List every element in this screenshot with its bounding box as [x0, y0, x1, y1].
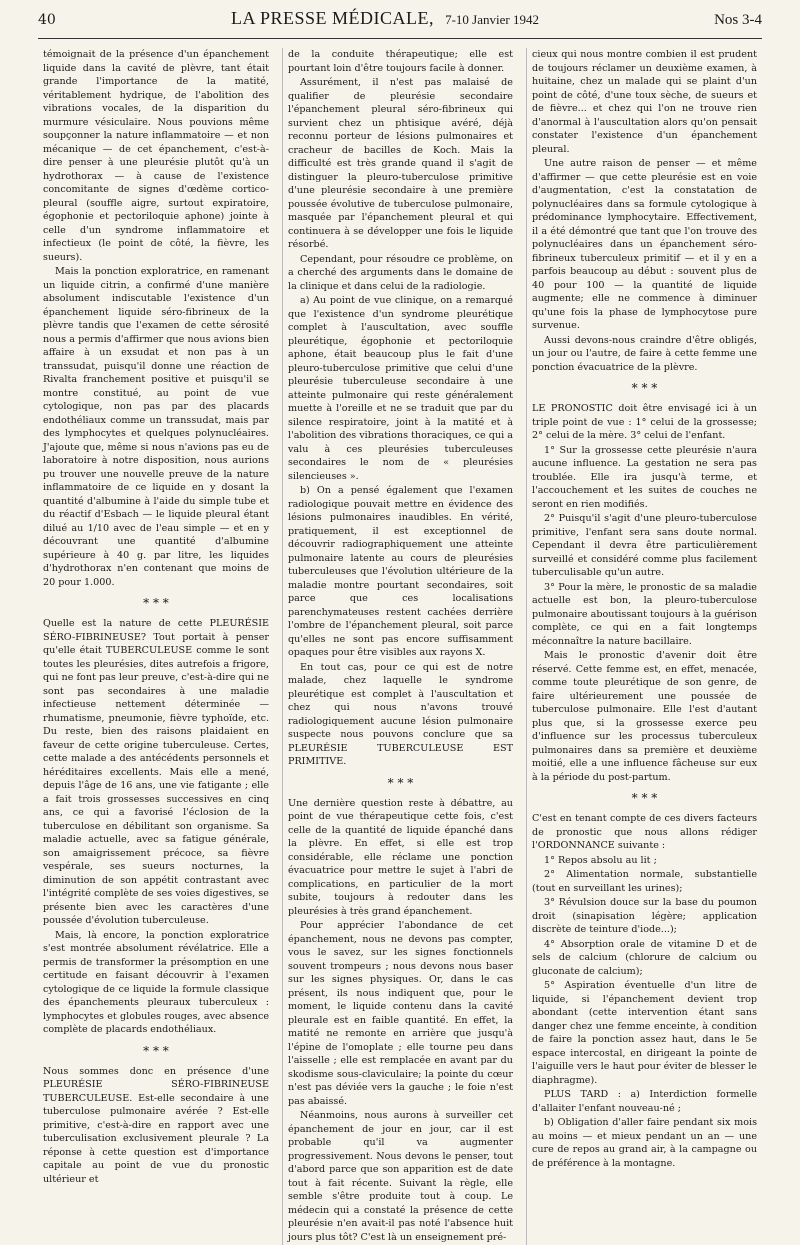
paragraph: témoignait de la présence d'un épanchement liquide dans la cavité de plèvre, tant était grande l'importance de la matité, véritablement hydrique, de l'abolition des vibrations vocales, de la disparition du murmure vésiculaire. Nous pouvions même soupçonner la nature inflammatoire — et non mécanique — de cet épanchement, c'est-à-dire penser à une pleurésie plutôt qu'à un hydrothorax — à cause de l'existence concomitante de signes d'œdème cortico-pleural (souffle aigre, surtout expiratoire, égophonie et pectoriloquie aphone) jointe à celle d'un syndrome inflammatoire et infectieux (le point de côté, la fièvre, les sueurs).: [43, 49, 269, 263]
paragraph: En tout cas, pour ce qui est de notre malade, chez laquelle le syndrome pleurétique est complet à l'auscultation et chez qui nous n'avons trouvé radiologiquement aucune lésion pulmonaire suspecte nous pouvons conclure que sa PLEURÉSIE TUBERCULEUSE EST PRIMITIVE.: [288, 661, 513, 767]
list-item: 1° Repos absolu au lit ;: [544, 854, 657, 866]
column-1: [38, 48, 274, 1245]
paragraph: 1° Sur la grossesse cette pleurésie n'aura aucune influence. La gestation ne sera pas troublée. Elle ira jusqu'à terme, et l'accouchement et les suites de couches ne seront en rien modifiés.: [532, 444, 757, 510]
section-separator: * * *: [143, 1043, 169, 1058]
paragraph: Néanmoins, nous aurons à surveiller cet épanchement de jour en jour, car il est probable qu'il va augmenter progressivement. Nous devons le penser, tout d'abord parce que son apparition est de date tout à fait récente. Suivant la règle, elle semble s'être produite tout à coup. Le médecin qui a constaté la présence de cette pleurésie n'en avait-il pas noté l'absence huit jours plus tôt? C'est là un enseignement pré-: [288, 1110, 513, 1243]
paragraph: 3° Pour la mère, le pronostic de sa maladie actuelle est bon, la pleuro-tuberculose pulmonaire aboutissant toujours à la guérison complète, ce qui en a fait longtemps méconnaître la nature bacillaire.: [532, 581, 757, 647]
paragraph: Une dernière question reste à débattre, au point de vue thérapeutique cette fois, c'est celle de la quantité de liquide épanché dans la plèvre. En effet, si elle est trop considérable, elle réclame une ponction évacuatrice pour mettre le sujet à l'abri de complications, en particulier de la mort subite, toujours à redouter dans les pleurésies à très grand épanchement.: [288, 797, 513, 917]
issue-number: Nos 3-4: [714, 12, 762, 28]
journal-title: LA PRESSE MÉDICALE,: [230, 8, 434, 28]
list-item: 2° Alimentation normale, substantielle (tout en surveillant les urines);: [532, 869, 757, 894]
paragraph: b) On a pensé également que l'examen radiologique pouvait mettre en évidence des lésions pulmonaires inaudibles. En vérité, pratiquement, il est exceptionnel de découvrir radiographiquement une atteinte pulmonaire latente au cours de pleurésies tuberculeuses que l'évolution ultérieure de la maladie montre pourtant secondaires, soit parce que ces localisations parenchymateuses restent cachées derrière l'ombre de l'épanchement pleural, soit parce qu'elles ne sont pas encore suffisamment opaques pour être visibles aux rayons X.: [288, 485, 513, 658]
masthead: [231, 8, 539, 29]
paragraph: Pour apprécier l'abondance de cet épanchement, nous ne devons pas compter, vous le savez, sur les signes fonctionnels souvent trompeurs ; nous devons nous baser sur les signes physiques. Or, dans le cas présent, ils nous indiquent que, pour le moment, le liquide contenu dans la cavité pleurale est en faible quantité. En effet, la matité ne remonte en arrière que jusqu'à l'épine de l'omoplate ; elle tourne peu dans l'aisselle ; elle est remplacée en avant par du skodisme sous-claviculaire; la pointe du cœur n'est pas déviée vers la gauche ; le foie n'est pas abaissé.: [288, 920, 513, 1107]
paragraph: Mais la ponction exploratrice, en ramenant un liquide citrin, a confirmé d'une manière absolument indiscutable l'existence d'un épanchement liquide séro-fibrineux de la plèvre tandis que l'examen de cette sérosité nous a permis d'affirmer que nous avions bien affaire à un exsudat et non pas à un transsudat, puisqu'il donne une réaction de Rivalta franchement positive et puisqu'il se montre constitué, au point de vue cytologique, non pas par des placards endothéliaux comme un transsudat, mais par des lymphocytes et quelques polynucléaires. J'ajoute que, même si nous n'avions pas eu de laboratoire à notre disposition, nous aurions pu trouver une nouvelle preuve de la nature inflammatoire de ce liquide en y dosant la quantité d'albumine à l'aide du simple tube et du réactif d'Esbach — le liquide pleural étant dilué au 1/10 avec de l'eau simple — et en y découvrant une quantité d'albumine supérieure à 40 g. par litre, les liquides d'hydrothorax n'en contenant que moins de 20 pour 1.000.: [43, 266, 269, 588]
paragraph: Nous sommes donc en présence d'une PLEURÉSIE SÉRO-FIBRINEUSE TUBERCULEUSE. Est-elle secondaire à une tuberculose pulmonaire avérée ? Est-elle primitive, c'est-à-dire en rapport avec une tuberculisation exclusivement pleurale ? La réponse à cette question est d'importance capitale au point de vue du pronostic ultérieur et: [43, 1065, 269, 1185]
paragraph: cieux qui nous montre combien il est prudent de toujours réclamer un deuxième examen, à huitaine, chez un malade qui se plaint d'un point de côté, d'une toux sèche, de sueurs et de fièvre... et chez qui l'on ne trouve rien d'anormal à l'auscultation alors qu'on pensait constater l'existence d'un épanchement pleural.: [532, 49, 757, 155]
issue-date: 7-10 Janvier 1942: [445, 12, 539, 27]
section-separator: * * *: [387, 775, 414, 790]
paragraph: 2° Puisqu'il s'agit d'une pleuro-tuberculose primitive, l'enfant sera sans doute normal. Cependant il devra être particulièrement surveillé et considéré comme plus facilement tuberculisable qu'un autre.: [532, 513, 757, 578]
paragraph: a) Au point de vue clinique, on a remarqué que l'existence d'un syndrome pleurétique complet à l'auscultation, avec souffle pleurétique, égophonie et pectoriloquie aphone, était beaucoup plus le fait d'une pleuro-tuberculose primitive que celui d'une pleurésie tuberculeuse secondaire à une atteinte pulmonaire qui reste généralement muette à l'oreille et ne se traduit que par du silence respiratoire, joint à la matité et à l'abolition des vibrations thoraciques, ce qui a valu à ces pleurésies tuberculeuses secondaires le nom de « pleurésies silencieuses ».: [288, 295, 513, 482]
list-item: 3° Révulsion douce sur la base du poumon droit (sinapisation légère; application discrète de teinture d'iode...);: [532, 897, 757, 935]
paragraph: Mais, là encore, la ponction exploratrice s'est montrée absolument révélatrice. Elle a permis de transformer la présomption en une certitude en faisant découvrir à l'examen cytologique de ce liquide la formule classique des épanchements pleuraux tuberculeux : lymphocytes et globules rouges, avec absence complète de placards endothéliaux.: [43, 929, 269, 1035]
page-header: [38, 8, 762, 39]
list-item: 4° Absorption orale de vitamine D et de sels de calcium (chlorure de calcium ou gluconate de calcium);: [532, 938, 757, 977]
paragraph: Cependant, pour résoudre ce problème, on a cherché des arguments dans le domaine de la clinique et dans celui de la radiologie.: [288, 253, 513, 292]
list-item: 5° Aspiration éventuelle d'un litre de liquide, si l'épanchement devient trop abondant (cette intervention étant sans danger chez une femme enceinte, à condition de faire la ponction assez haut, dans le 5e espace intercostal, en dirigeant la pointe de l'aiguille vers le haut pour éviter de blesser le diaphragme).: [532, 980, 757, 1086]
section-separator: * * *: [631, 381, 658, 395]
section-separator: * * *: [631, 791, 658, 805]
section-separator: * * *: [143, 596, 169, 610]
paragraph: b) Obligation d'aller faire pendant six mois au moins — et mieux pendant un an — une cure de repos au grand air, à la campagne ou de préférence à la montagne.: [532, 1117, 757, 1169]
paragraph: de la conduite thérapeutique; elle est pourtant loin d'être toujours facile à donner.: [288, 49, 513, 74]
paragraph: C'est en tenant compte de ces divers facteurs de pronostic que nous allons rédiger l'ORDONNANCE suivante :: [532, 813, 757, 851]
article-columns: [38, 48, 762, 1243]
paragraph: Quelle est la nature de cette PLEURÉSIE SÉRO-FIBRINEUSE? Tout portait à penser qu'elle était TUBERCULEUSE comme le sont toutes les pleurésies, dites autrefois a frigore, qui ne font pas leur preuve, c'est-à-dire qui ne sont pas secondaires à une maladie infectieuse nettement déterminée — rhumatisme, pneumonie, fièvre typhoïde, etc. Du reste, bien des raisons plaidaient en faveur de cette origine tuberculeuse. Certes, cette malade a des antécédents personnels et héréditaires excellents. Mais elle a mené, depuis l'âge de 16 ans, une vie fatigante ; elle a fait trois grossesses successives en cinq ans, ce qui a favorisé l'éclosion de la tuberculose en débilitant son organisme. Sa maladie actuelle, avec sa fatigue générale, son amaigrissement précoce, sa fièvre vespérale, ses sueurs nocturnes, la diminution de son appétit contrastant avec l'intégrité complète de ses voies digestives, se présente bien avec les caractères d'une poussée d'évolution tuberculeuse.: [43, 618, 269, 926]
column-3: [526, 48, 762, 1245]
column-2: [282, 48, 518, 1245]
paragraph: PLUS TARD : a) Interdiction formelle d'allaiter l'enfant nouveau-né ;: [532, 1089, 757, 1114]
paragraph: Mais le pronostic d'avenir doit être réservé. Cette femme est, en effet, menacée, comme toute pleurétique de son genre, de faire ultérieurement une poussée de tuberculose pulmonaire. Elle l'est d'autant plus que, si la grossesse exerce peu d'influence sur les processus tuberculeux pulmonaires dans sa première et deuxième moitié, elle a une influence fâcheuse sur eux à la période du post-partum.: [532, 650, 757, 783]
paragraph: Une autre raison de penser — et même d'affirmer — que cette pleurésie est en voie d'augmentation, c'est la constatation de polynucléaires dans sa formule cytologique à prédominance lymphocytaire. Effectivement, il a été démontré que tant que l'on trouve des polynucléaires dans un épanchement séro-fibrineux tuberculeux primitif — et il y en a parfois beaucoup au début : souvent plus de 40 pour 100 — la quantité de liquide augmente; elle ne commence à diminuer qu'une fois la phase de lymphocytose pure survenue.: [532, 158, 757, 331]
page-number: 40: [38, 12, 56, 28]
paragraph: LE PRONOSTIC doit être envisagé ici à un triple point de vue : 1° celui de la grossesse; 2° celui de la mère. 3° celui de l'enfant.: [532, 403, 757, 441]
paragraph: Assurément, il n'est pas malaisé de qualifier de pleurésie secondaire l'épanchement pleural séro-fibrineux qui survient chez un phtisique avéré, déjà reconnu porteur de lésions pulmonaires et cracheur de bacilles de Koch. Mais la difficulté est très grande quand il s'agit de distinguer la pleuro-tuberculose primitive d'une pleurésie secondaire à une première poussée évolutive de tuberculose pulmonaire, masquée par l'épanchement pleural et qui continuera à se développer une fois le liquide résorbé.: [288, 77, 513, 250]
paragraph: Aussi devons-nous craindre d'être obligés, un jour ou l'autre, de faire à cette femme une ponction évacuatrice de la plèvre.: [532, 334, 757, 373]
